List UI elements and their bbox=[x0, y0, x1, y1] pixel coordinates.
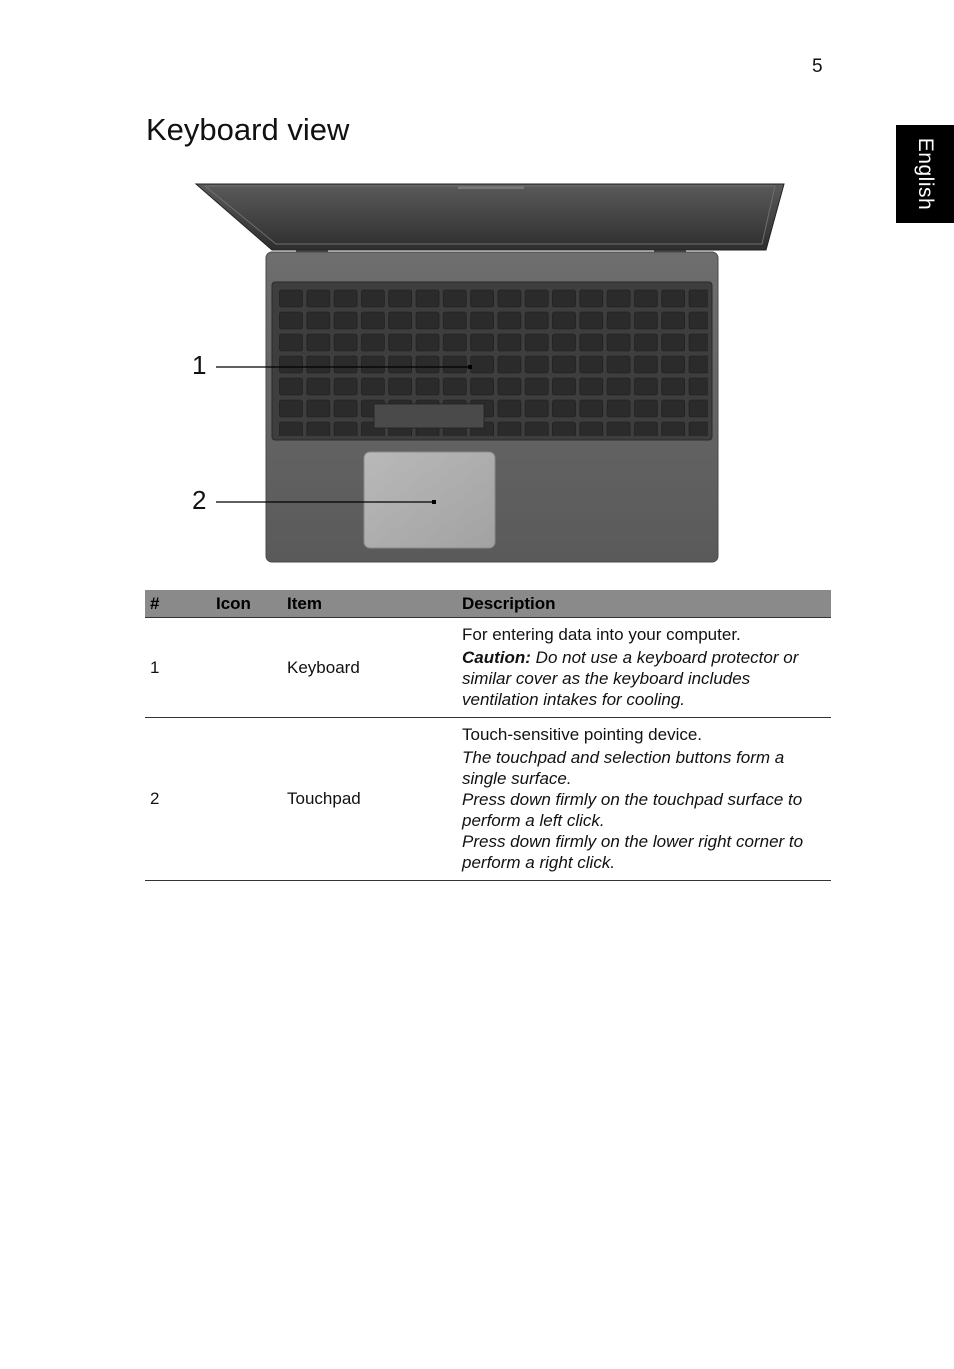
table-header-row bbox=[145, 590, 831, 618]
components-table bbox=[145, 590, 831, 881]
touchpad-note: The touchpad and selection buttons form a single surface. bbox=[462, 748, 785, 788]
row-item: Keyboard bbox=[282, 618, 457, 718]
header-num: # bbox=[145, 590, 211, 618]
caution-note bbox=[462, 647, 826, 710]
row-icon bbox=[211, 718, 282, 881]
table-row bbox=[145, 618, 831, 718]
touchpad-note: Press down firmly on the touchpad surface to perform a left click. bbox=[462, 790, 803, 830]
row-num: 2 bbox=[145, 718, 211, 881]
language-tab-label: English bbox=[914, 137, 937, 211]
table-row bbox=[145, 718, 831, 881]
header-icon: Icon bbox=[211, 590, 282, 618]
header-item: Item bbox=[282, 590, 457, 618]
caution-text: Do not use a keyboard protector or similar cover as the keyboard includes ventilation intakes for cooling. bbox=[462, 648, 799, 709]
callout-touchpad: 2 bbox=[192, 485, 207, 515]
laptop-lid bbox=[196, 184, 784, 250]
caution-label: Caution: bbox=[462, 648, 531, 667]
row-description bbox=[457, 718, 831, 881]
laptop-keyboard-illustration bbox=[0, 0, 954, 580]
row-num: 1 bbox=[145, 618, 211, 718]
callout-keyboard: 1 bbox=[192, 350, 207, 380]
page-number: 5 bbox=[812, 56, 823, 77]
row-description bbox=[457, 618, 831, 718]
touchpad bbox=[364, 452, 495, 548]
row-icon bbox=[211, 618, 282, 718]
description-text: For entering data into your computer. bbox=[462, 625, 741, 644]
description-text: Touch-sensitive pointing device. bbox=[462, 725, 703, 744]
header-description: Description bbox=[457, 590, 831, 618]
page-title: Keyboard view bbox=[146, 112, 350, 147]
row-item: Touchpad bbox=[282, 718, 457, 881]
touchpad-note: Press down firmly on the lower right corner to perform a right click. bbox=[462, 832, 804, 872]
